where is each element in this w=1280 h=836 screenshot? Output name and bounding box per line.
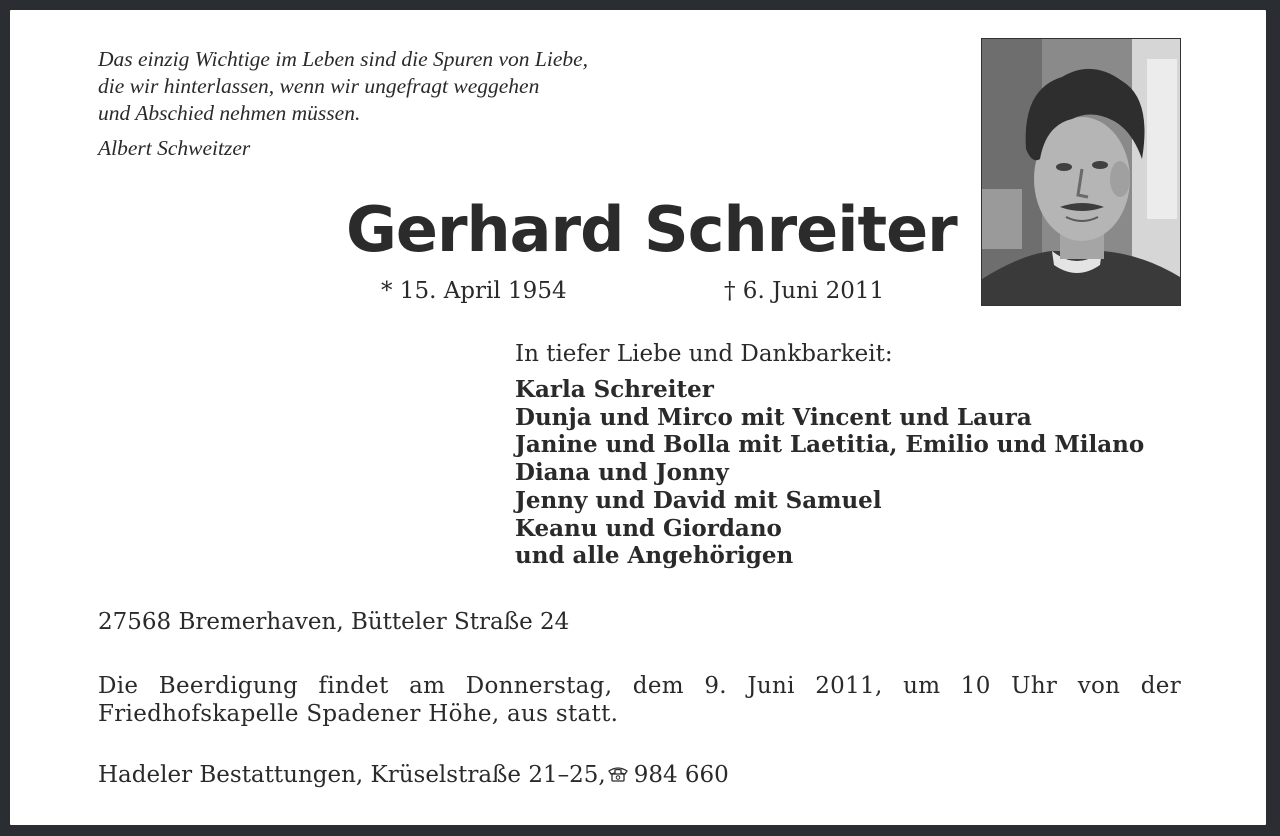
quote-author: Albert Schweitzer (98, 136, 251, 160)
quote-block (98, 46, 798, 162)
undertaker-name: Hadeler Bestattungen, Krüselstraße 21–25, (98, 762, 606, 788)
mourner-line: Keanu und Giordano (515, 514, 782, 542)
death-date: † 6. Juni 2011 (724, 278, 885, 304)
deceased-name: Gerhard Schreiter (346, 193, 957, 266)
mourners-block (515, 340, 1235, 570)
portrait-photo (981, 38, 1181, 306)
mourner-line: Janine und Bolla mit Laetitia, Emilio und Milano (515, 431, 1145, 459)
mourner-line: Diana und Jonny (515, 459, 729, 487)
mourner-line: und alle Angehörigen (515, 542, 794, 570)
undertaker-phone: 984 660 (633, 762, 729, 788)
undertaker-info (98, 760, 729, 790)
birth-date: * 15. April 1954 (381, 278, 567, 304)
funeral-line: Friedhofskapelle Spadener Höhe, aus statt. (98, 701, 619, 727)
mourner-line: Jenny und David mit Samuel (515, 486, 882, 514)
telephone-icon (606, 761, 630, 779)
funeral-details (98, 672, 1181, 728)
family-address: 27568 Bremerhaven, Bütteler Straße 24 (98, 609, 570, 635)
mourner-line: Dunja und Mirco mit Vincent und Laura (515, 403, 1032, 431)
quote-line: Das einzig Wichtige im Leben sind die Spuren von Liebe, (98, 47, 589, 71)
funeral-line: Die Beerdigung findet am Donnerstag, dem 9. Juni 2011, um 10 Uhr von der (98, 673, 1181, 699)
mourners-intro: In tiefer Liebe und Dankbarkeit: (515, 341, 893, 367)
quote-line: die wir hinterlassen, wenn wir ungefragt weggehen (98, 74, 540, 98)
obituary-notice (10, 10, 1266, 825)
mourner-line: Karla Schreiter (515, 376, 714, 403)
quote-line: und Abschied nehmen müssen. (98, 101, 361, 125)
